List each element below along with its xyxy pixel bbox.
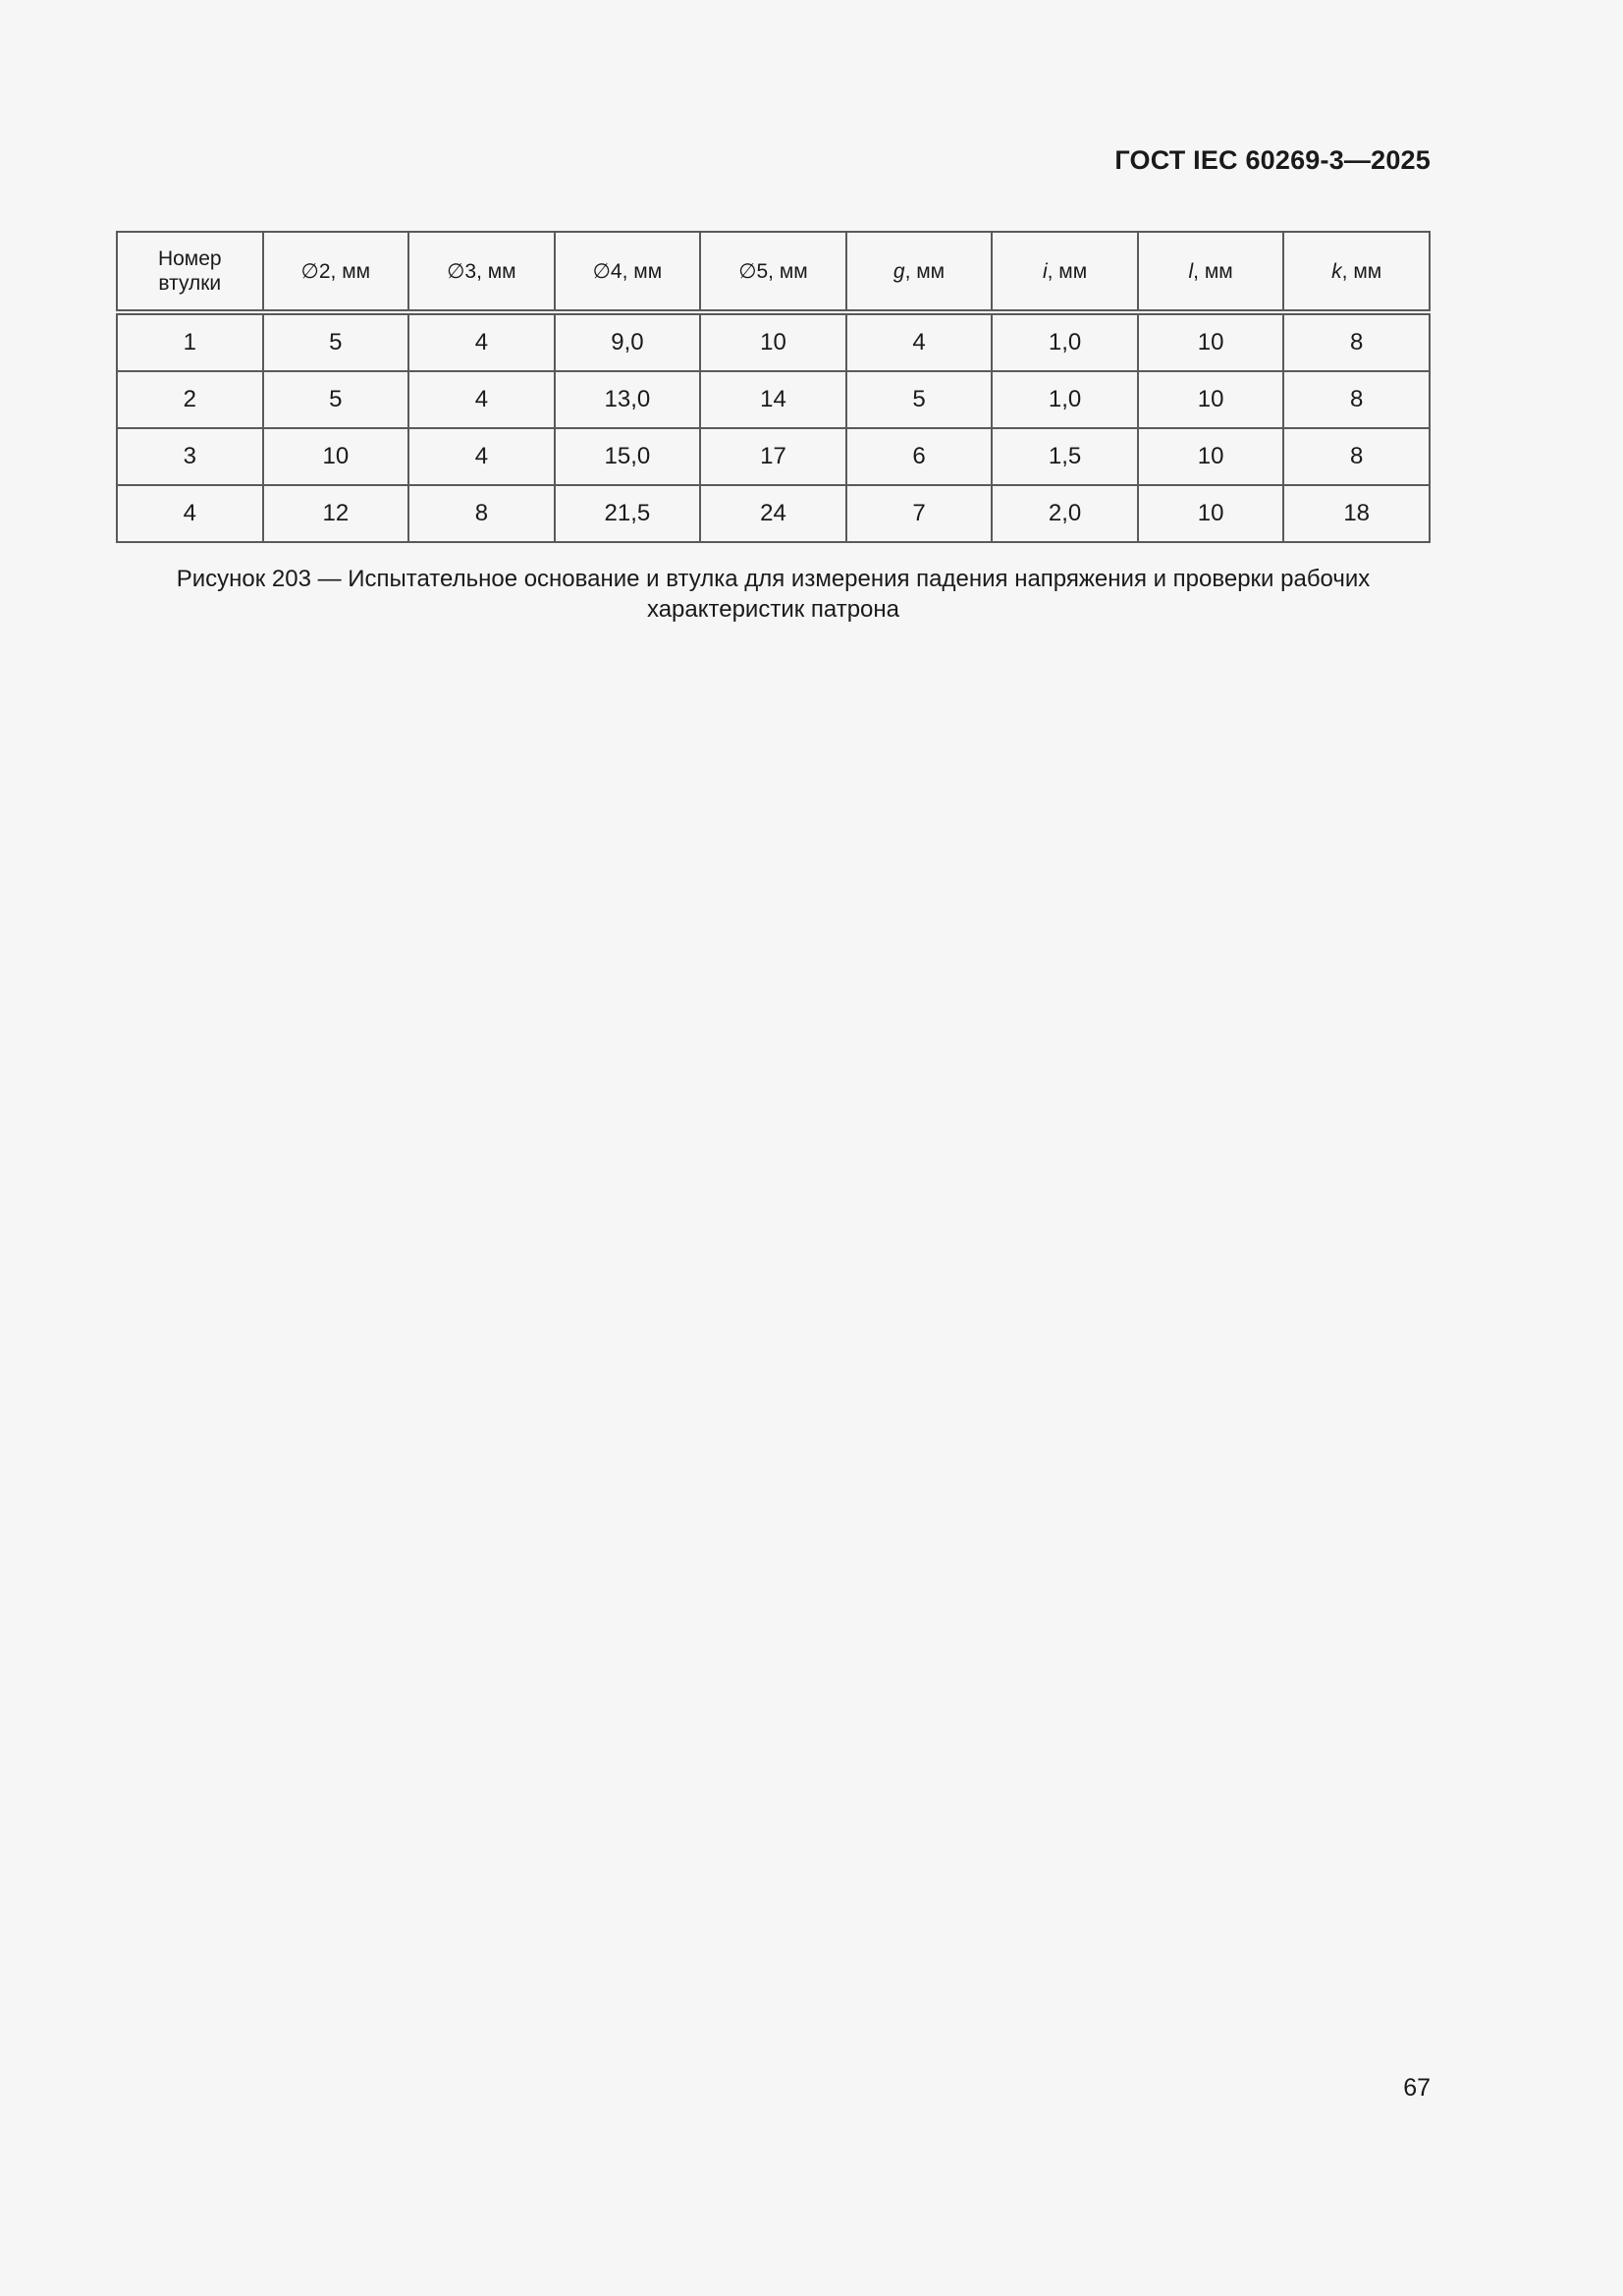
table-cell: 8 [1283,312,1430,371]
figure-caption-line2: характеристик патрона [646,596,900,623]
dimensions-table-container [116,231,1431,543]
table-cell: 24 [700,485,846,542]
header-symbol: ∅5 [738,259,769,283]
table-cell: 9,0 [555,312,701,371]
header-diameter-3 [408,232,555,312]
table-cell: 10 [1138,312,1284,371]
table-cell: 4 [846,312,993,371]
figure-caption-line1: Рисунок 203 — Испытательное основание и втулка для измерения падения напряжения и проверки рабочих [176,566,1371,592]
table-cell: 5 [263,371,409,428]
table-cell: 14 [700,371,846,428]
table-row [117,485,1430,542]
header-unit: , мм [622,259,663,283]
table-row [117,428,1430,485]
header-g [846,232,993,312]
table-cell: 2,0 [992,485,1138,542]
header-sleeve-number-line2: втулки [158,272,222,295]
table-cell: 10 [700,312,846,371]
header-unit: , мм [1193,259,1233,283]
header-symbol: ∅2 [300,259,331,283]
header-unit: , мм [330,259,371,283]
dimensions-table [116,231,1431,543]
header-unit: , мм [904,259,946,283]
table-cell: 1 [117,312,263,371]
table-cell: 5 [263,312,409,371]
header-diameter-4 [555,232,701,312]
table-cell: 10 [1138,428,1284,485]
table-cell: 2 [117,371,263,428]
table-row [117,371,1430,428]
header-symbol: k [1331,259,1342,283]
header-i [992,232,1138,312]
table-cell: 1,0 [992,312,1138,371]
header-diameter-5 [700,232,846,312]
table-cell: 18 [1283,485,1430,542]
table-cell: 1,0 [992,371,1138,428]
table-cell: 5 [846,371,993,428]
table-cell: 10 [263,428,409,485]
table-cell: 12 [263,485,409,542]
header-symbol: i [1042,259,1048,283]
table-cell: 8 [408,485,555,542]
header-symbol: ∅3 [447,259,477,283]
table-cell: 10 [1138,371,1284,428]
table-cell: 10 [1138,485,1284,542]
header-l [1138,232,1284,312]
table-cell: 6 [846,428,993,485]
table-cell: 4 [117,485,263,542]
header-sleeve-number [117,232,263,312]
header-k [1283,232,1430,312]
table-cell: 4 [408,428,555,485]
table-cell: 1,5 [992,428,1138,485]
table-cell: 17 [700,428,846,485]
table-cell: 3 [117,428,263,485]
table-cell: 7 [846,485,993,542]
table-header-row [117,232,1430,312]
table-cell: 8 [1283,428,1430,485]
header-unit: , мм [1341,259,1382,283]
table-cell: 21,5 [555,485,701,542]
document-standard-id: ГОСТ IEC 60269-3—2025 [1114,145,1431,175]
header-diameter-2 [263,232,409,312]
page-number: 67 [1403,2074,1431,2102]
header-unit: , мм [1047,259,1088,283]
table-cell: 15,0 [555,428,701,485]
header-symbol: ∅4 [592,259,622,283]
table-cell: 4 [408,371,555,428]
header-unit: , мм [768,259,808,283]
table-cell: 13,0 [555,371,701,428]
header-symbol: l [1188,259,1194,283]
table-cell: 8 [1283,371,1430,428]
table-row [117,312,1430,371]
table-cell: 4 [408,312,555,371]
header-sleeve-number-line1: Номер [157,247,222,270]
figure-caption [116,564,1431,625]
header-unit: , мм [476,259,516,283]
header-symbol: g [893,259,905,283]
